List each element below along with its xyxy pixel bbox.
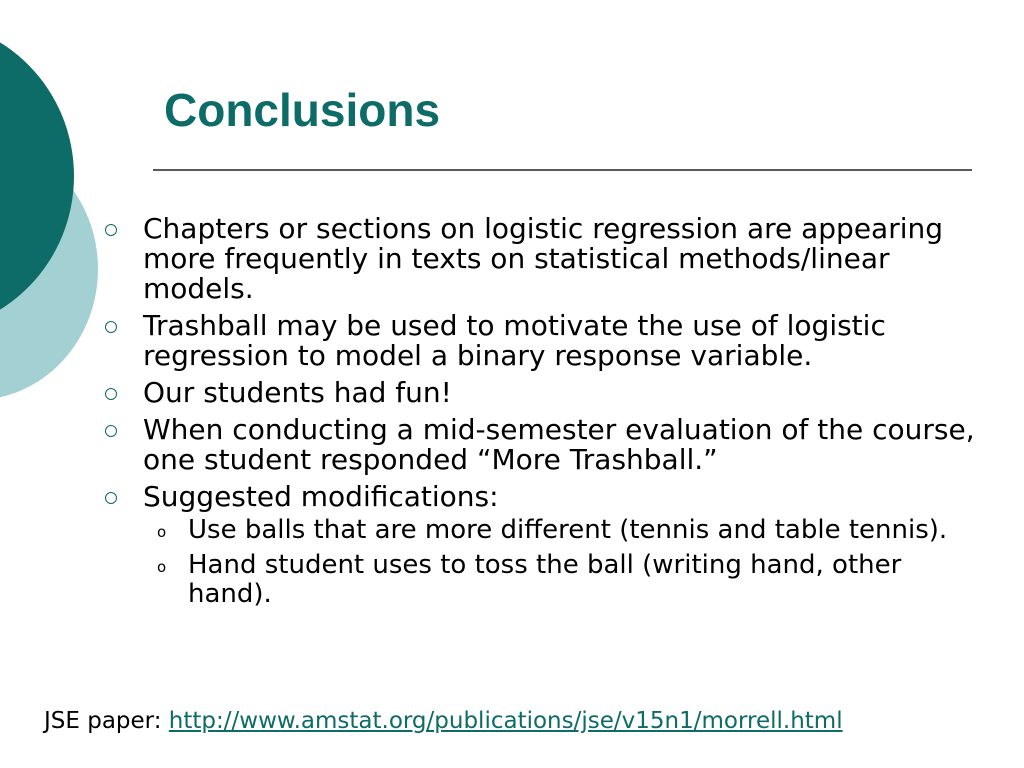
sub-bullet-marker: o xyxy=(157,558,167,576)
bullet-text: Suggested modifications: xyxy=(143,480,499,513)
hollow-circle-bullet-icon xyxy=(105,425,117,437)
bullet-item xyxy=(102,311,982,371)
slide-title: Conclusions xyxy=(164,84,441,136)
sub-bullet-marker: o xyxy=(157,523,167,541)
bullet-item xyxy=(102,482,982,609)
bullet-text: Our students had fun! xyxy=(143,376,452,409)
hollow-circle-bullet-icon xyxy=(105,321,117,333)
title-divider xyxy=(153,169,972,171)
hollow-circle-bullet-icon xyxy=(105,492,117,504)
sub-bullet-text: Hand student uses to toss the ball (writing hand, other hand). xyxy=(188,550,902,609)
bullet-item xyxy=(102,214,982,304)
bullet-list xyxy=(102,214,982,616)
sub-bullet-list xyxy=(143,516,982,609)
sub-bullet-text: Use balls that are more different (tennis and table tennis). xyxy=(188,515,948,545)
bullet-item xyxy=(102,378,982,408)
sub-bullet-item xyxy=(143,551,982,609)
bullet-text: When conducting a mid-semester evaluation of the course, one student responded “More Trashball.” xyxy=(143,413,975,476)
sub-bullet-item xyxy=(143,516,982,545)
jse-paper-link[interactable]: http://www.amstat.org/publications/jse/v15n1/morrell.html xyxy=(168,708,843,734)
hollow-circle-bullet-icon xyxy=(105,388,117,400)
hollow-circle-bullet-icon xyxy=(105,224,117,236)
bullet-text: Trashball may be used to motivate the use of logistic regression to model a binary response variable. xyxy=(143,309,886,372)
bullet-text: Chapters or sections on logistic regression are appearing more frequently in texts on statistical methods/linear models. xyxy=(143,212,944,305)
footer xyxy=(44,705,843,737)
footer-label: JSE paper: xyxy=(44,708,162,734)
bullet-item xyxy=(102,415,982,475)
